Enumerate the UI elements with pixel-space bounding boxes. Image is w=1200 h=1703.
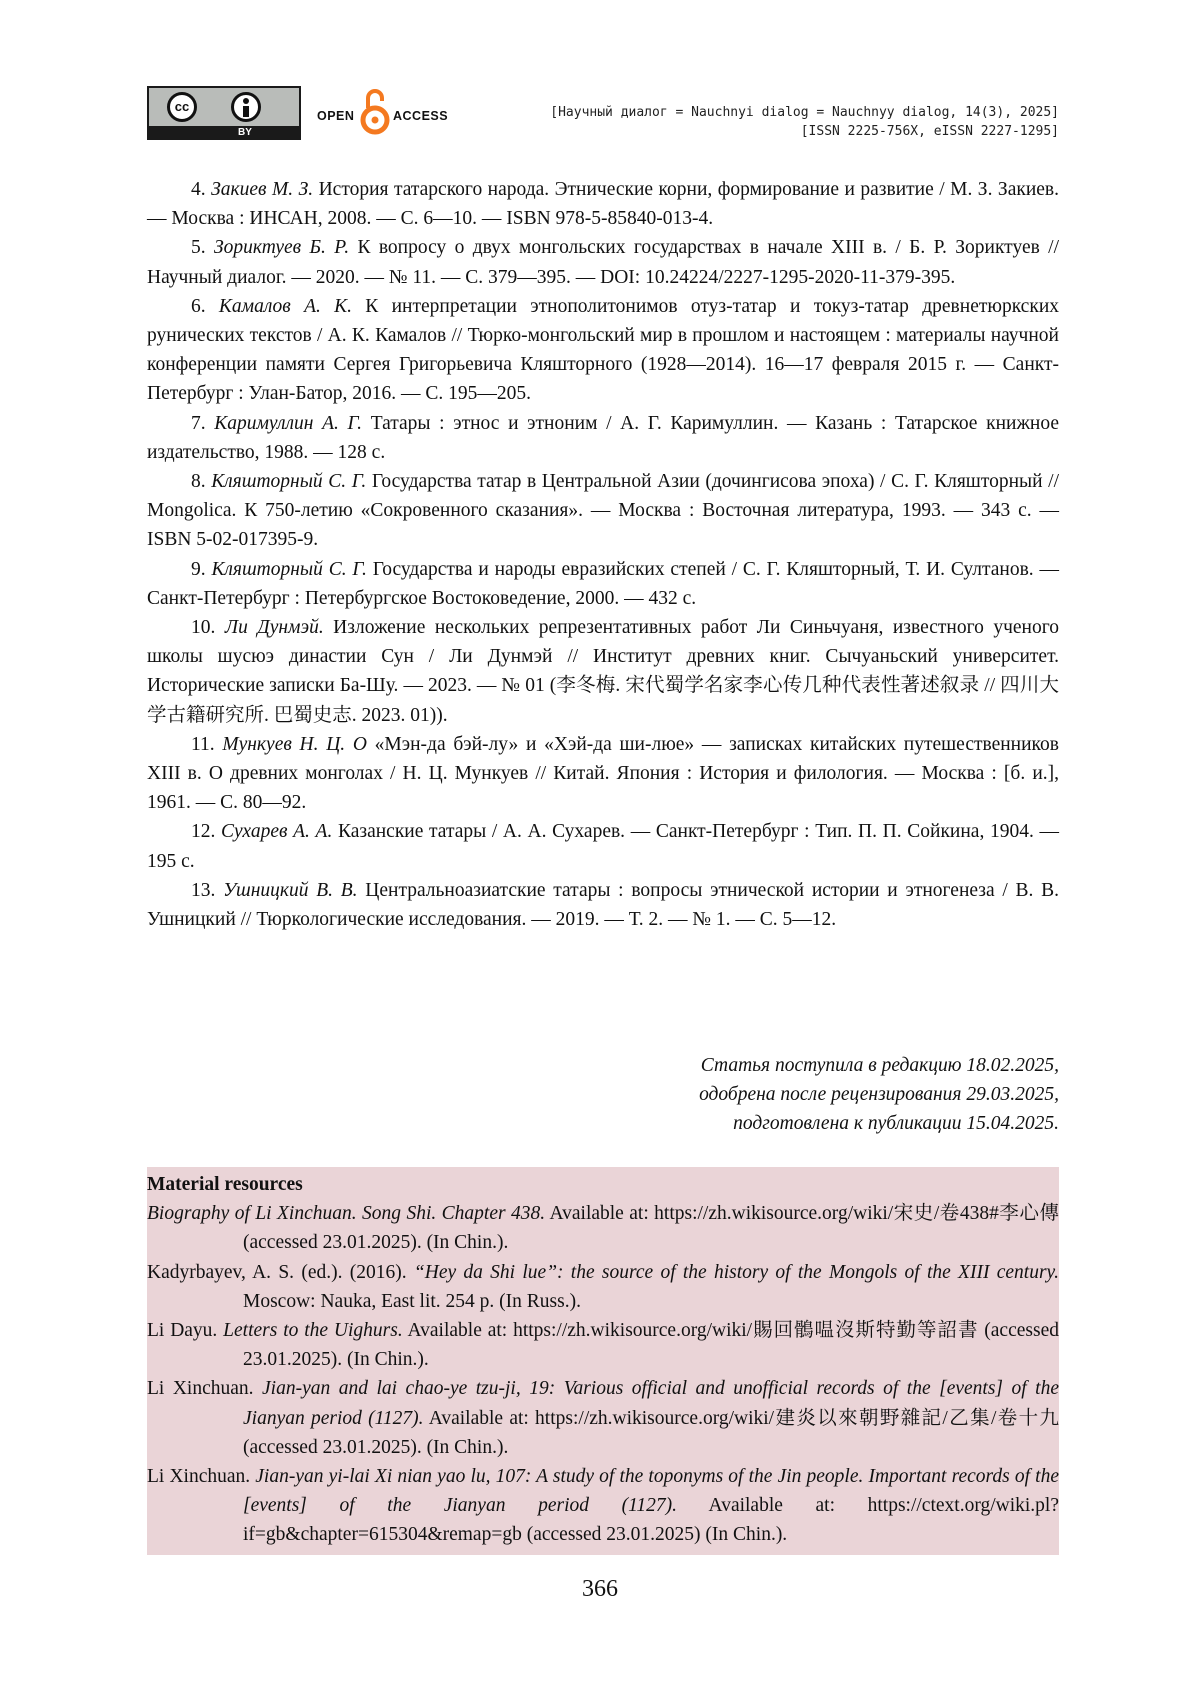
open-access-logo[interactable] [317, 86, 457, 142]
page-header [147, 86, 1059, 142]
cc-by-license-badge[interactable] [147, 86, 301, 140]
journal-issn: [ISSN 2225-756X, eISSN 2227-1295] [800, 124, 1059, 139]
open-access-right-text: ACCESS [393, 109, 449, 123]
cc-by-label: BY [238, 127, 252, 138]
material-item: Li Dayu. Letters to the Uighurs. Available at: https://zh.wikisource.org/wiki/賜回鶻嗢沒斯特勤等詔書 (accessed 23.01.2025). (In Chin.). [147, 1320, 1059, 1371]
reference-list [147, 175, 1059, 934]
material-item: Kadyrbayev, A. S. (ed.). (2016). “Hey da Shi lue”: the source of the history of the Mongols of the XIII century. Moscow: Nauka, East lit. 254 p. (In Russ.). [147, 1261, 1059, 1312]
material-item: Biography of Li Xinchuan. Song Shi. Chapter 438. Available at: https://zh.wikisource.org/wiki/宋史/卷438#李心傳 (accessed 23.01.2025). (In Chin.). [147, 1203, 1059, 1254]
reference-item: 10. Ли Дунмэй. Изложение нескольких репрезентативных работ Ли Синьчуаня, известного ученого школы шусюэ династии Сун / Ли Дунмэй // Институт древних книг. Сычуаньский университет. Исторические записки Ба-Шу. — 2023. — № 01 (李冬梅. 宋代蜀学名家李心传几种代表性著述叙录 // 四川大学古籍研究所. 巴蜀史志. 2023. 01)). [147, 617, 1060, 726]
reference-item: 5. Зориктуев Б. Р. К вопросу о двух монгольских государствах в начале XIII в. / Б. Р. Зориктуев // Научный диалог. — 2020. — № 11. — С. 379—395. — DOI: 10.24224/2227-1295-2020-11-379-395. [147, 237, 1060, 288]
reference-item: 4. Закиев М. З. История татарского народа. Этнические корни, формирование и развитие / М. З. Закиев. — Москва : ИНСАН, 2008. — С. 6—10. — ISBN 978-5-85840-013-4. [147, 179, 1060, 230]
open-access-lock-icon [360, 86, 390, 136]
material-resources-section [147, 1167, 1059, 1555]
attribution-person-icon [231, 92, 261, 122]
cc-badge-top [149, 88, 299, 126]
page-number: 366 [582, 1576, 618, 1602]
open-access-left-text: OPEN [317, 109, 355, 123]
date-prepared: подготовлена к публикации 15.04.2025. [733, 1113, 1059, 1134]
person-body [243, 106, 249, 117]
reference-item: 12. Сухарев А. А. Казанские татары / А. А. Сухарев. — Санкт-Петербург : Тип. П. П. Сойкина, 1904. — 195 с. [147, 821, 1060, 872]
reference-item: 11. Мункуев Н. Ц. О «Мэн-да бэй-лу» и «Хэй-да ши-люе» — записках китайских путешественников XIII в. О древних монголах / Н. Ц. Мункуев // Китай. Япония : История и филология. — Москва : [б. и.], 1961. — С. 80—92. [147, 733, 1059, 814]
reference-item: 9. Кляшторный С. Г. Государства и народы евразийских степей / С. Г. Кляшторный, Т. И. Султанов. — Санкт-Петербург : Петербургское Востоковедение, 2000. — 432 с. [147, 558, 1059, 609]
material-item: Li Xinchuan. Jian-yan yi-lai Xi nian yao lu, 107: A study of the toponyms of the Jin people. Important records of the [events] of the Jianyan period (1127). Available at: https://ctext.org/wiki.pl?if=gb&chapter=615304&remap=gb (accessed 23.01.2025) (In Chin.). [147, 1466, 1059, 1546]
date-received: Статья поступила в редакцию 18.02.2025, [700, 1055, 1059, 1076]
reference-item: 7. Каримуллин А. Г. Татары : этнос и этноним / А. Г. Каримуллин. — Казань : Татарское книжное издательство, 1988. — 128 с. [147, 412, 1059, 463]
material-item: Li Xinchuan. Jian-yan and lai chao-ye tzu-ji, 19: Various official and unofficial records of the [events] of the Jianyan period (1127). Available at: https://zh.wikisource.org/wiki/建炎以來朝野雜記/乙集/卷十九 (accessed 23.01.2025). (In Chin.). [147, 1378, 1060, 1458]
section-title: Material resources [147, 1174, 303, 1195]
date-approved: одобрена после рецензирования 29.03.2025, [699, 1084, 1059, 1105]
reference-item: 6. Камалов А. К. К интерпретации этнополитонимов отуз-татар и токуз-татар древнетюркских рунических текстов / А. К. Камалов // Тюрко-монгольский мир в прошлом и настоящем : материалы научной конференции памяти Сергея Григорьевича Кляшторного (1928—2014). 16—17 февраля 2015 г. — Санкт-Петербург : Улан-Батор, 2016. — С. 195—205. [147, 295, 1059, 405]
submission-dates [699, 1051, 1059, 1138]
journal-citation: [Научный диалог = Nauchnyi dialog = Nauchnyy dialog, 14(3), 2025] [550, 105, 1059, 120]
reference-item: 8. Кляшторный С. Г. Государства татар в Центральной Азии (дочингисова эпоха) / С. Г. Кляшторный // Mongolica. К 750-летию «Сокровенного сказания». — Москва : Восточная литература, 1993. — 343 с. — ISBN 5-02-017395-9. [147, 471, 1059, 551]
journal-info [550, 103, 1059, 141]
person-head [243, 98, 249, 104]
reference-item: 13. Ушницкий В. В. Центральноазиатские татары : вопросы этнической истории и этногенеза / В. В. Ушницкий // Тюркологические исследования. — 2019. — Т. 2. — № 1. — С. 5—12. [147, 879, 1060, 931]
creative-commons-icon: cc [167, 92, 197, 122]
